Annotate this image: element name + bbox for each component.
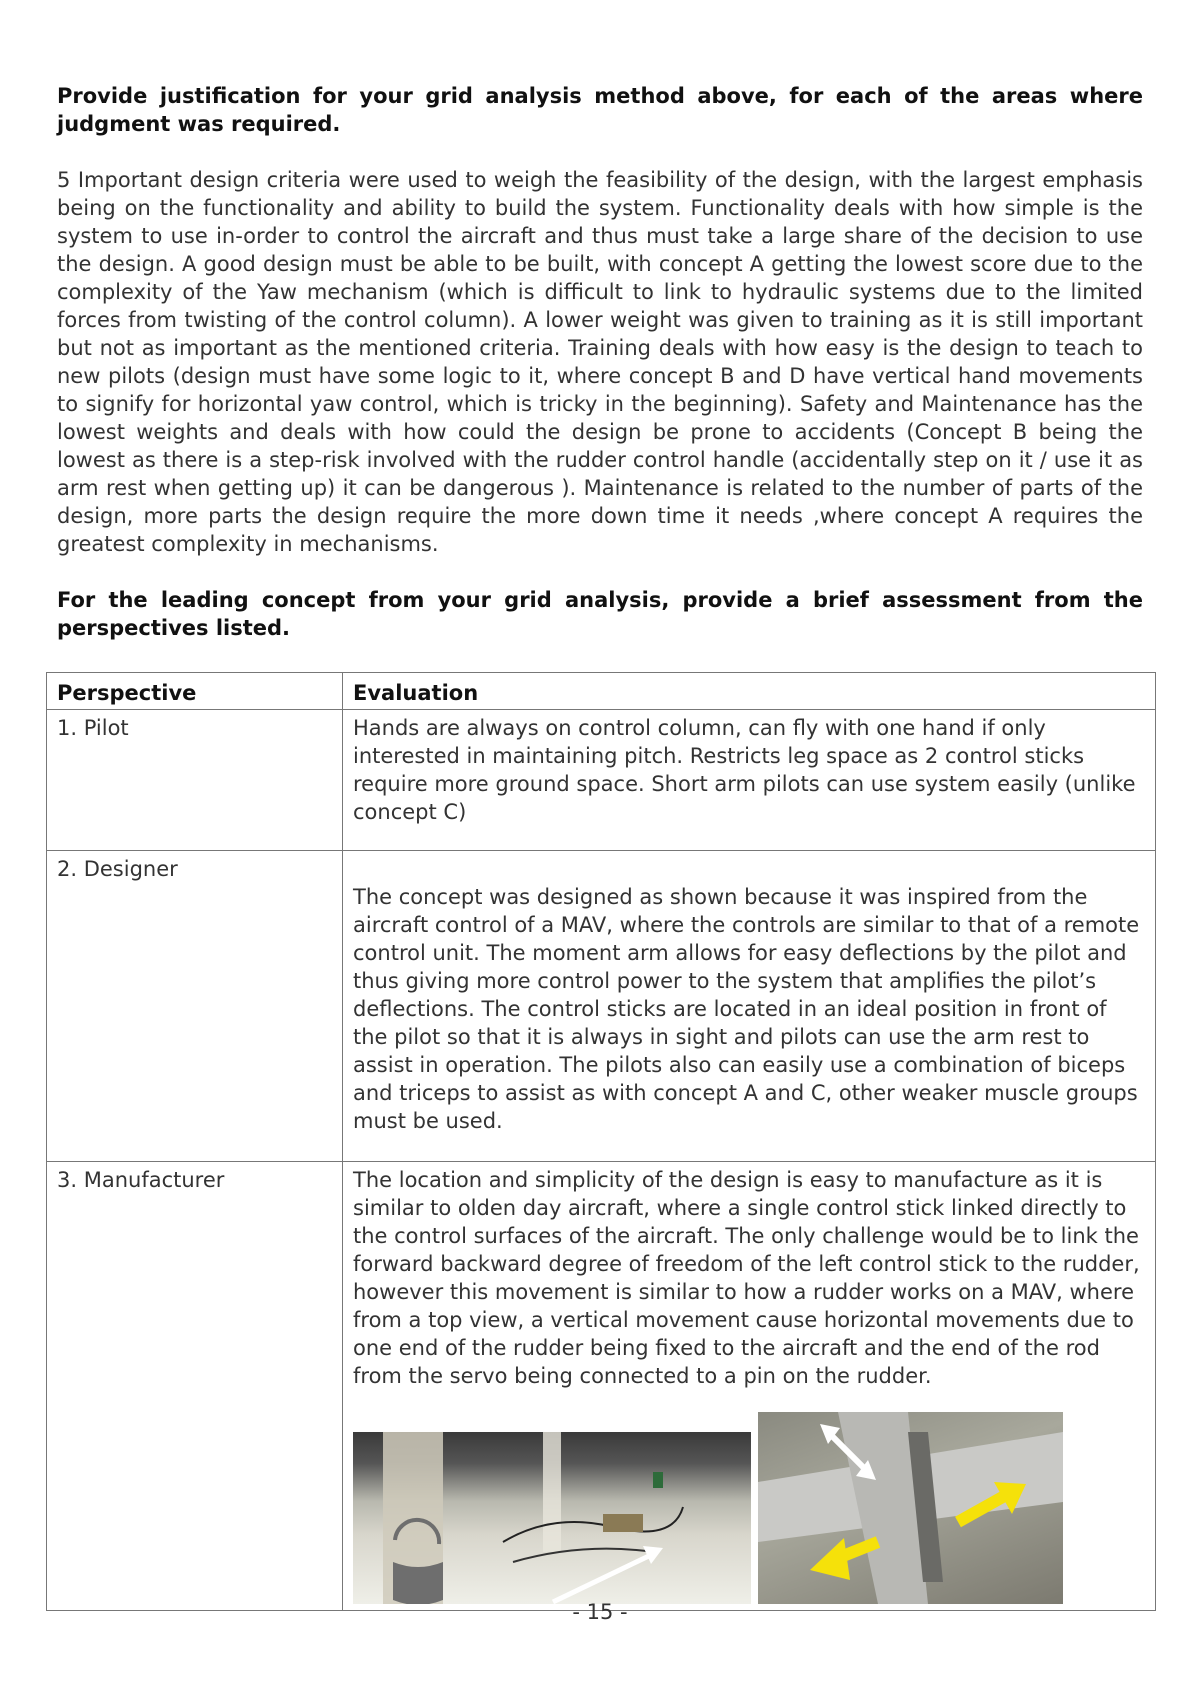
evaluation-pilot: Hands are always on control column, can fly with one hand if only interested in maintaining pitch. Restricts leg space as 2 control sticks require more ground space. Short arm pilots can use system easily (unlike concept C): [343, 710, 1156, 851]
header-evaluation: Evaluation: [343, 673, 1156, 710]
question-justification: Provide justification for your grid analysis method above, for each of the areas where judgment was required.: [57, 84, 1143, 136]
perspective-pilot: 1. Pilot: [47, 710, 343, 851]
control-stick-photo: [353, 1432, 751, 1604]
perspective-manufacturer: 3. Manufacturer: [47, 1162, 343, 1611]
white-arrow-line: [553, 1554, 653, 1602]
rotate-icon: [393, 1562, 443, 1604]
table-row-designer: [47, 851, 1156, 1162]
page-content: [57, 82, 1143, 642]
question-assessment: For the leading concept from your grid analysis, provide a brief assessment from the perspectives listed.: [57, 588, 1143, 640]
evaluation-designer-cell: [343, 851, 1156, 1162]
justification-paragraph: 5 Important design criteria were used to weigh the feasibility of the design, with the largest emphasis being on the functionality and ability to build the system. Functionality deals with how simple is the system to use in-order to control the aircraft and thus must take a large share of the decision to use the design. A good design must be able to be built, with concept A getting the lowest score due to the complexity of the Yaw mechanism (which is difficult to link to hydraulic systems due to the limited forces from twisting of the control column). A lower weight was given to training as it is still important but not as important as the mentioned criteria. Training deals with how easy is the design to teach to new pilots (design must have some logic to it, where concept B and D have vertical hand movements to signify for horizontal yaw control, which is tricky in the beginning). Safety and Maintenance has the lowest weights and deals with how could the design be prone to accidents (Concept B being the lowest as there is a step-risk involved with the rudder control handle (accidentally step on it / use it as arm rest when getting up) it can be dangerous ). Maintenance is related to the number of parts of the design, more parts the design require the more down time it needs ,where concept A requires the greatest complexity in mechanisms.: [57, 168, 1143, 556]
perspective-evaluation-table: [46, 672, 1156, 1611]
table-row-manufacturer: [47, 1162, 1156, 1611]
table-header-row: [47, 673, 1156, 710]
evaluation-manufacturer-cell: [343, 1162, 1156, 1611]
perspective-designer: 2. Designer: [47, 851, 343, 1162]
evaluation-designer: The concept was designed as shown because it was inspired from the aircraft control of a MAV, where the controls are similar to that of a remote control unit. The moment arm allows for easy deflections by the pilot and thus giving more control power to the system that amplifies the pilot’s deflections. The control sticks are located in an ideal position in front of the pilot so that it is always in sight and pilots can use the arm rest to assist in operation. The pilots also can easily use a combination of biceps and triceps to assist as with concept A and C, other weaker muscle groups must be used.: [353, 885, 1140, 1133]
page-number: - 15 -: [572, 1600, 628, 1624]
header-perspective: Perspective: [47, 673, 343, 710]
photo-row: [353, 1412, 1145, 1604]
evaluation-manufacturer: The location and simplicity of the design is easy to manufacture as it is similar to olden day aircraft, where a single control stick linked directly to the control surfaces of the aircraft. The only challenge would be to link the forward backward degree of freedom of the left control stick to the rudder, however this movement is similar to how a rudder works on a MAV, where from a top view, a vertical movement cause horizontal movements due to one end of the rudder being fixed to the aircraft and the end of the rod from the servo being connected to a pin on the rudder.: [353, 1168, 1140, 1388]
table-row-pilot: [47, 710, 1156, 851]
rudder-photo: [758, 1412, 1063, 1604]
